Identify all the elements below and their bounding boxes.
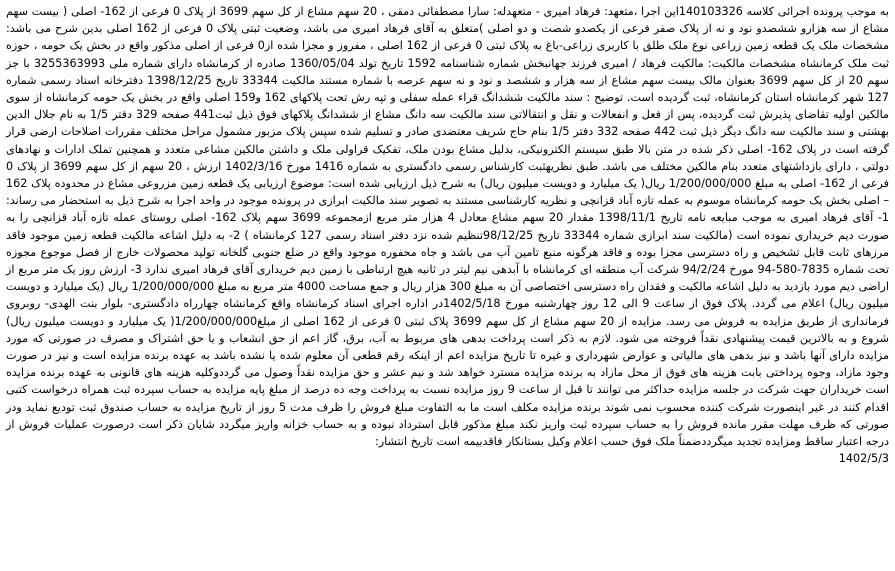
publish-date: 1402/5/3 xyxy=(838,452,889,466)
notice-body-text: به موجب پرونده اجرائی کلاسه 140103326این اجرا ،متعهد: فرهاد امیری - متعهدله: سارا مصطفائی دمقی ، 20 سهم مشاع از کل سهم 3699 از پلاک 0 فرعی از 162- اصلی ( بیست سهم مشاع از سه هزارو ششصدو نود و نه از پلاک صفر فرعی از یکصدو شصت و دو اصلی )متعلق به آقای فرهاد امیری می باشد، وضعیت ثبتی پلاک 0 فرعی از 162 اصلی بدین شرح می باشد: مشخصات ملک یک قطعه زمین زراعی نوع ملک طلق با کاربری زراعی-باغ به پلاک ثبتی 0 فرعی از 162 اصلی ، مفروز و مجزا شده از0 فرعی از اصلی مذکور واقع در بخش یک حومه ، حوزه ثبت ملک کرمانشاه مشخصات مالکیت: مالکیت فرهاد / امیری فرزند جهانبخش شماره شناسنامه 1592 تاریخ تولد 1360/05/04 صادره از کرمانشاه دارای شماره ملی 3255363993 با جز سهم 20 از کل سهم 3699 بعنوان مالک بیست سهم مشاع از سه هزار و ششصد و نود و نه سهم عرصه با شماره مستند مالکیت 33344 تاریخ 1398/12/25 دفترخانه اسناد رسمی شماره 127 شهر کرمانشاه استان کرمانشاه، ثبت گردیده است. توضیح : سند مالکیت ششدانگ قراء عمله سفلی و تپه رش تحت پلاکهای 162 و159 اصلی واقع در بخش یک حومه کرمانشاه از سوی مالکین اولیه تقاضای پذیرش ثبت گردیده، پس از فعل و انفعالات و نقل و انتقالاتی سند مالکیت سه دانگ مشاع از ششدانگ پلاکهای فوق ذیل ثبت441 صفحه 329 دفتر 1/5 به نام جلال الدین بهشتی و سند مالکیت سه دانگ دیگر ذیل ثبت 442 صفحه 332 دفتر 1/5 بنام حاج شریف معتضدی صادر و تسلیم شده سپس پلاک مزبور مشمول مراحل مختلف مقررات اصلاحات ارضی قرار گرفته است در پلاک 162- اصلی ذکر شده در متن بالا طبق سیستم الکترونیکی، بدلیل مشاع بودن ملک، تفکیک قراولی ملک و داشتن مالکین مشاعی متعدد و همچنین تملک ادارات و نهادهای دولتی ، دارای بازداشتهای متعدد بنام مالکین مختلف می باشد. طبق نظریهثبت کارشناس رسمی دادگستری به شماره 1416 مورخ 1402/3/16 ارزش ، 20 سهم از کل سهم 3699 از پلاک 0 فرعی از 162- اصلی به مبلغ 1/200/000/000 ریال( یک میلیارد و دویست میلیون ریال) به شرح ذیل ارزیابی شده است: موضوع ارزیابی یک قطعه زمین مزروعی مشاع در محدوده پلاک 162 – اصلی بخش یک حومه کرمانشاه موسوم به عمله تازه آباد قزانچی و نظریه کارشناسی مستند به تصویر سند مالکیت ابرازی در پرونده موجود در واحد اجرا به شرح ذیل به استحضار می رساند: 1- آقای فرهاد امیری به موجب مبایعه نامه تاریخ 1398/11/1 مقدار 20 سهم مشاع معادل 4 هزار متر مربع ازمجموعه 3699 سهم پلاک 162- اصلی روستای عمله تازه آباد قزانچی را به صورت دیم خریداری نموده است (مالکیت سند ابرازی شماره 33344 تاریخ 98/12/25تنظیم شده نزد دفتر اسناد رسمی 127 کرمانشاه ) 2- به دلیل اشاعه مالکیت قطعه زمین موجود فاقد مرزهای ثابت قابل تشخیص و راه دسترسی مجزا بوده و فاقد هرگونه منبع تامین آب می باشد و جاه محفوره موجود واقع در ضلع جنوبی گلخانه تولید محصولات خارج از فصل موجوع مجوزه تحت شماره 7835-580-94 مورخ 94/2/24 شرکت آب منطقه ای کرمانشاه با آبدهی نیم لیتر در ثانیه هیچ ارتباطی با زمین دیم خریداری آقای فرهاد امیری ندارد 3- ارزش روز یک متر مربع از اراضی دیم مورد بازدید به دلیل اشاعه مالکیت و فقدان راه دسترسی اختصاصی آن به مبلغ 300 هزار ریال و جمع مساحت 4000 متر مربع به مبلغ 1/200/000/000 ریال (یک میلیارد و دویست میلیون ریال) اعلام می گردد. پلاک فوق از ساعت 9 الی 12 روز چهارشنبه مورخ 1402/5/18در اداره اجرای اسناد کرمانشاه واقع کرمانشاه چهارراه دادگستری- بلوار بنت الهدی- روبروی فرمانداری از طریق مزایده به فروش می رسد. مزایده از 20 سهم مشاع از کل سهم 3699 پلاک ثبتی 0 فرعی از 162 اصلی از مبلغ1/200/000/000( یک میلیارد و دویست میلیون ریال) شروع و به بالاترین قیمت پیشنهادی نقداً فروخته می شود. لازم به ذکر است پرداخت بدهی های مربوط به آب، برق، گاز اعم از حق انشعاب و یا حق اشتراک و مصرف در صورتی که مورد مزایده دارای آنها باشد و نیز بدهی های مالیاتی و عوارض شهرداری و غیره تا تاریخ مزایده اعم از اینکه رقم قطعی آن معلوم شده یا نشده باشد به عهده برنده مزایده است و نیز در صورت وجود مازاد، وجوه پرداختی بابت هزینه های فوق از محل مازاد به برنده مزایده مسترد خواهد شد و نیم عشر و حق مزایده نقداً وصول می گرددوکلیه هزینه های قانونی به عهده برنده مزایده است خریداران جهت شرکت در جلسه مزایده حداکثر می توانند تا قبل از ساعت 9 روز مزایده نسبت به پرداخت وجه ده درصد از مبلغ پایه مزایده به حساب سپرده ثبت همراه درخواست کتبی اقدام کنند در غیر اینصورت شرکت کننده محسوب نمی شوند برنده مزایده مکلف است ما به التفاوت مبلغ فروش را ظرف مدت 5 روز از تاریخ مزایده به حساب صندوق ثبت تودیع نماید ودر صورتی که ظرف مهلت مقرر مانده فروش را به حساب سپرده ثبت واریز نکند مبلغ مذکور قابل استرداد نبوده و به حساب خزانه واریز میگردد شایان ذکر است درصورت عملیات فروش از درجه اعتبار ساقط ومزایده تجدید میگرددضمناً ملک فوق حسب اعلام وکیل بستانکار فاقدبیمه است تاریخ انتشار: xyxy=(6,5,890,449)
